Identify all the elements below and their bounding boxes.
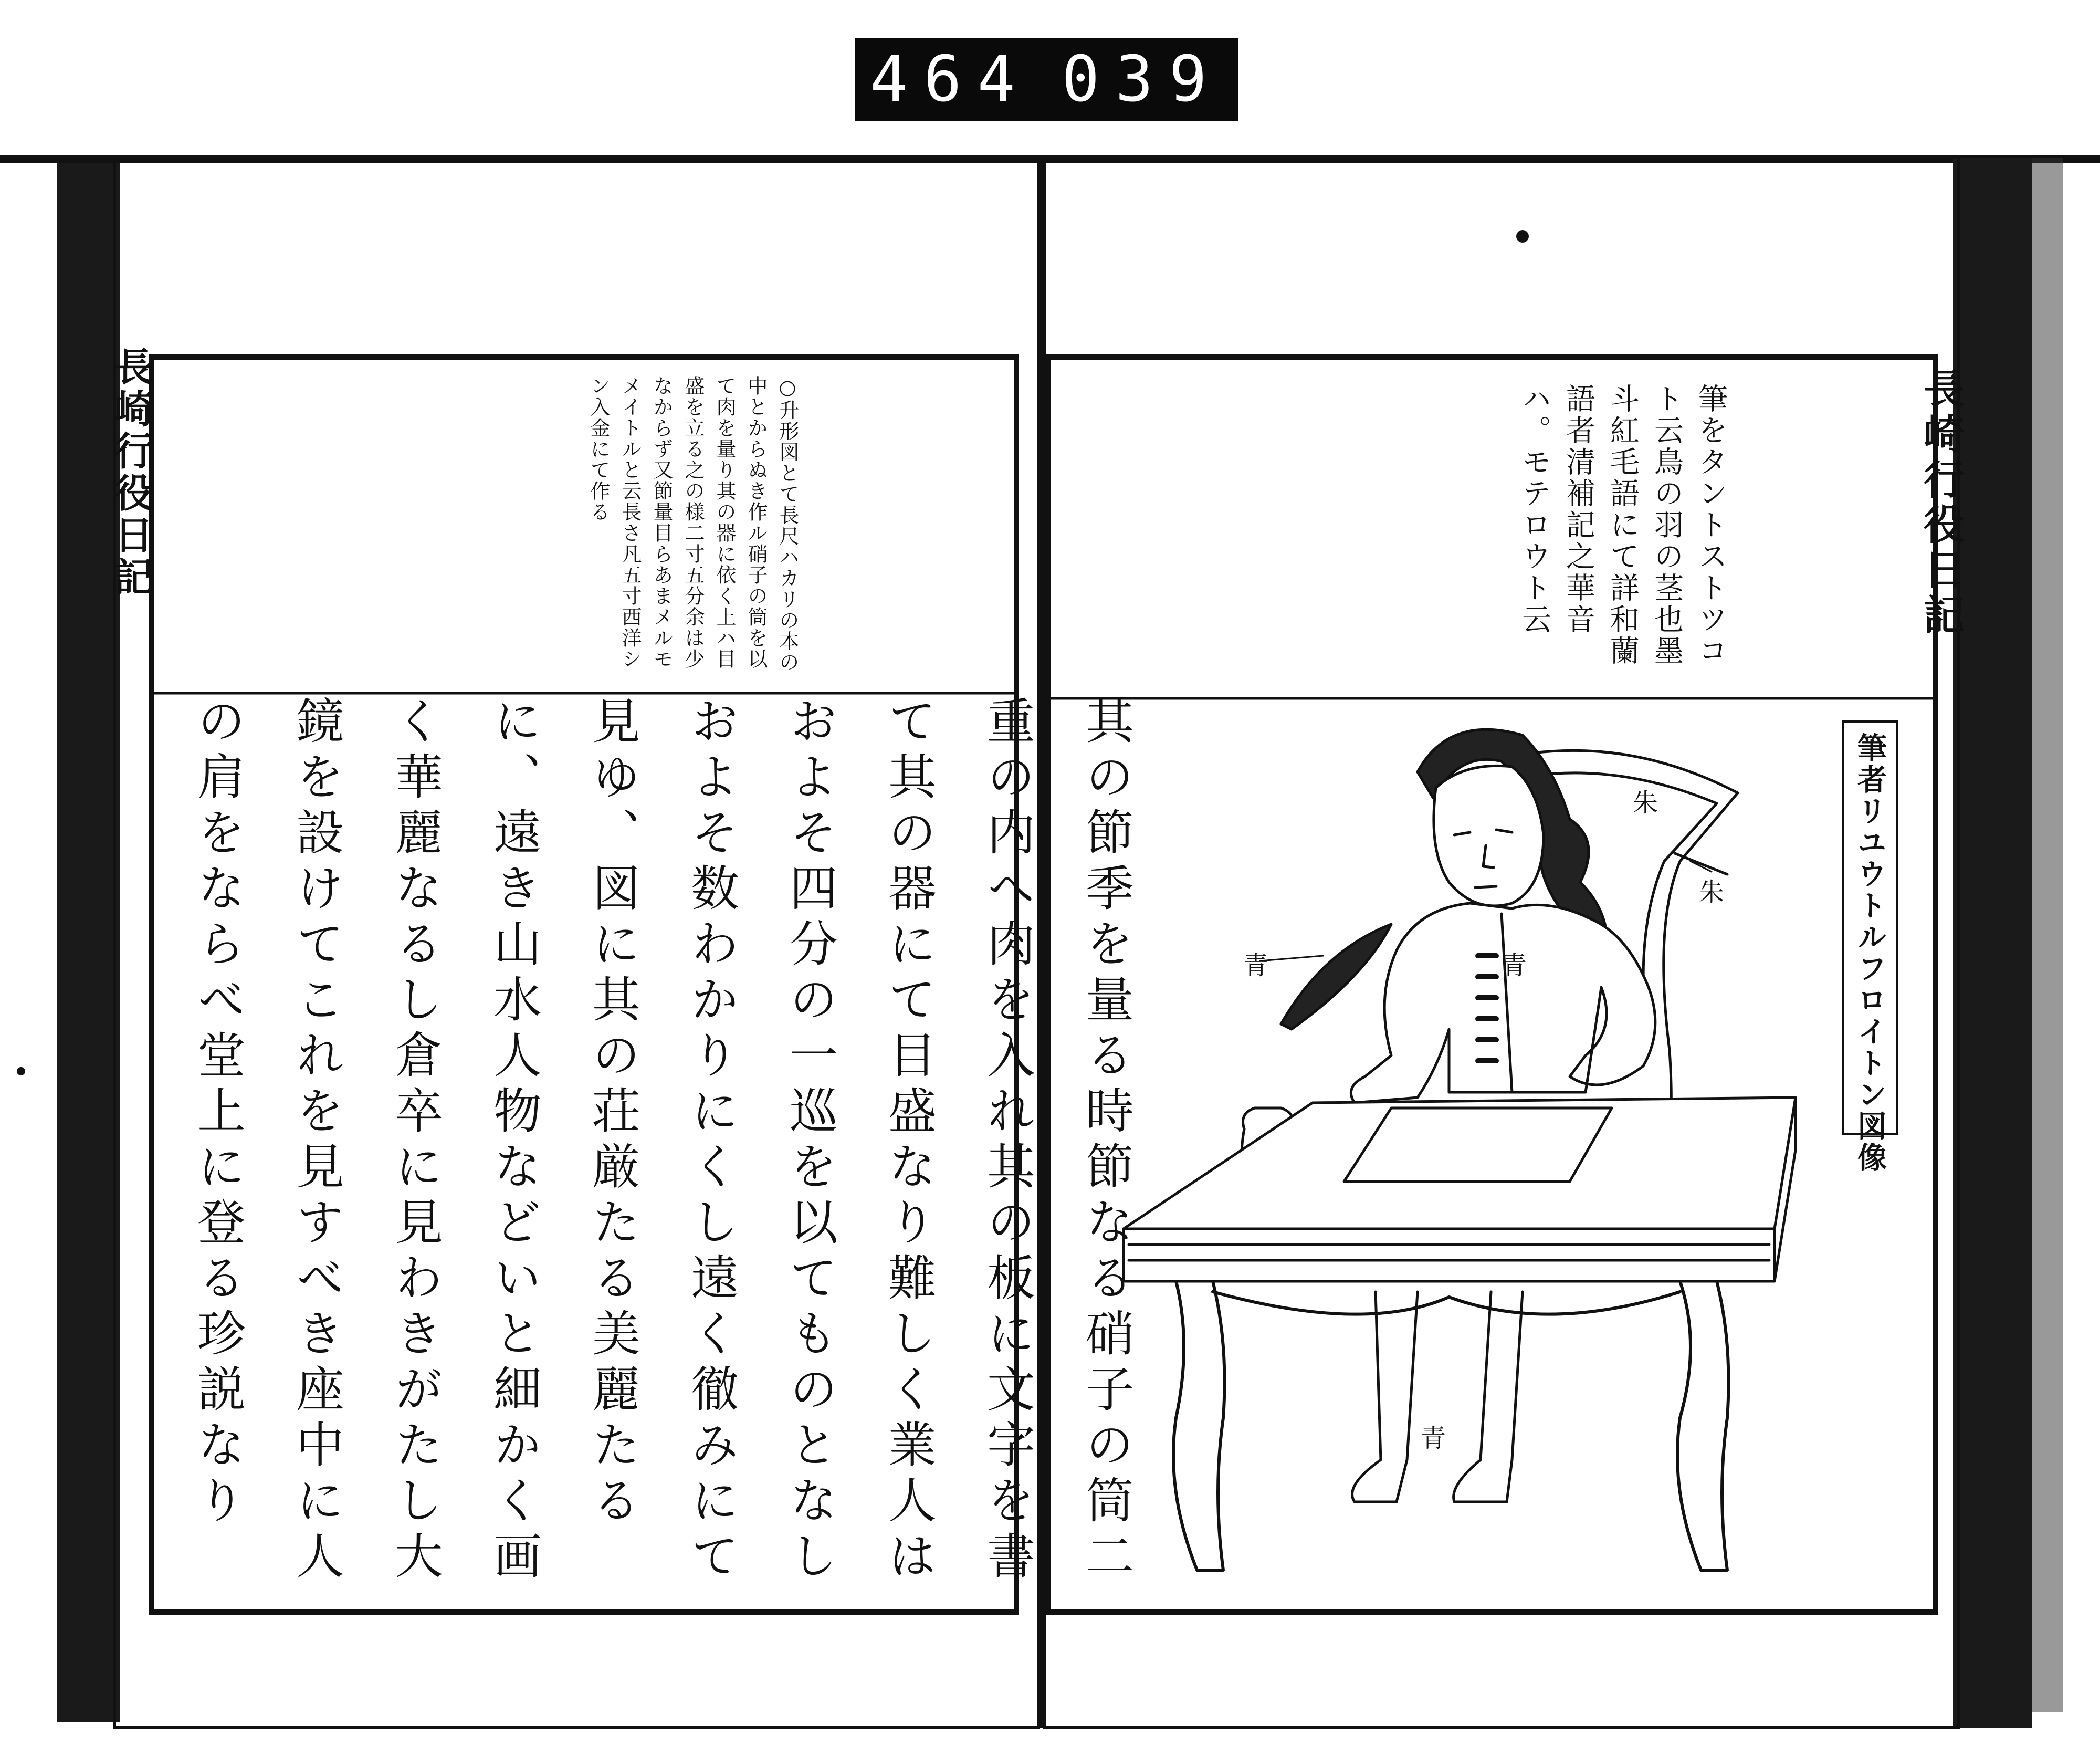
color-label-blue-quill: 青	[1243, 951, 1269, 980]
illustration-caption-box	[1842, 720, 1898, 1174]
face	[1434, 766, 1544, 906]
color-label-blue-legs: 青	[1421, 1424, 1446, 1453]
frame-number: 039	[1062, 43, 1223, 116]
illustration-caption: 筆者リユウトルフロイトン図像	[1853, 733, 1887, 1174]
left-page-main-text: 其の節季を量る時節なる硝子の筒二重の内へ肉を入れ其の板に文字を書て其の器にて目盛なり難しく業人はおよそ四分の一巡を以てものとなしおよそ数わかりにくし遠く徹みにて見ゆ、図に其の荘厳たる美麗たるに、遠き山水人物などいと細かく画く華麗なるし倉卒に見わきがたし大鏡を設けてこれを見すべき座中に人の肩をならべ堂上に登る珍説なり	[190, 696, 1134, 1586]
color-label-vermilion-chair-frame: 朱	[1699, 877, 1725, 907]
right-page-header-title: 長崎行役日記	[1917, 368, 1965, 639]
figure-legs	[1352, 1292, 1522, 1502]
left-page-note: ○升形図とて長尺ハカリの本の中とからぬき作ル硝子の筒を以て肉を量り其の器に依く上ハ目盛を立る之の様二寸五分余は少なからず又節量目らあまメルモメイトルと云長さ凡五寸西洋シン入金にて作る	[587, 375, 799, 673]
color-label-blue-coat: 青	[1502, 951, 1527, 980]
color-label-vermilion-chair: 朱	[1633, 788, 1658, 818]
table-leg-right	[1677, 1281, 1729, 1570]
table-leg-left	[1173, 1281, 1225, 1570]
quill-pen	[1281, 924, 1391, 1029]
reel-number: 464	[870, 43, 1031, 116]
table-top	[1124, 1098, 1796, 1229]
right-page-note: 筆をタントストツコト云鳥の羽の茎也墨斗紅毛語にて詳和蘭語者清補記之華音ハ。モテロウト云	[1517, 383, 1728, 667]
writer-illustration	[1124, 729, 1796, 1570]
left-page-header-title: 長崎行役日記	[108, 347, 153, 599]
